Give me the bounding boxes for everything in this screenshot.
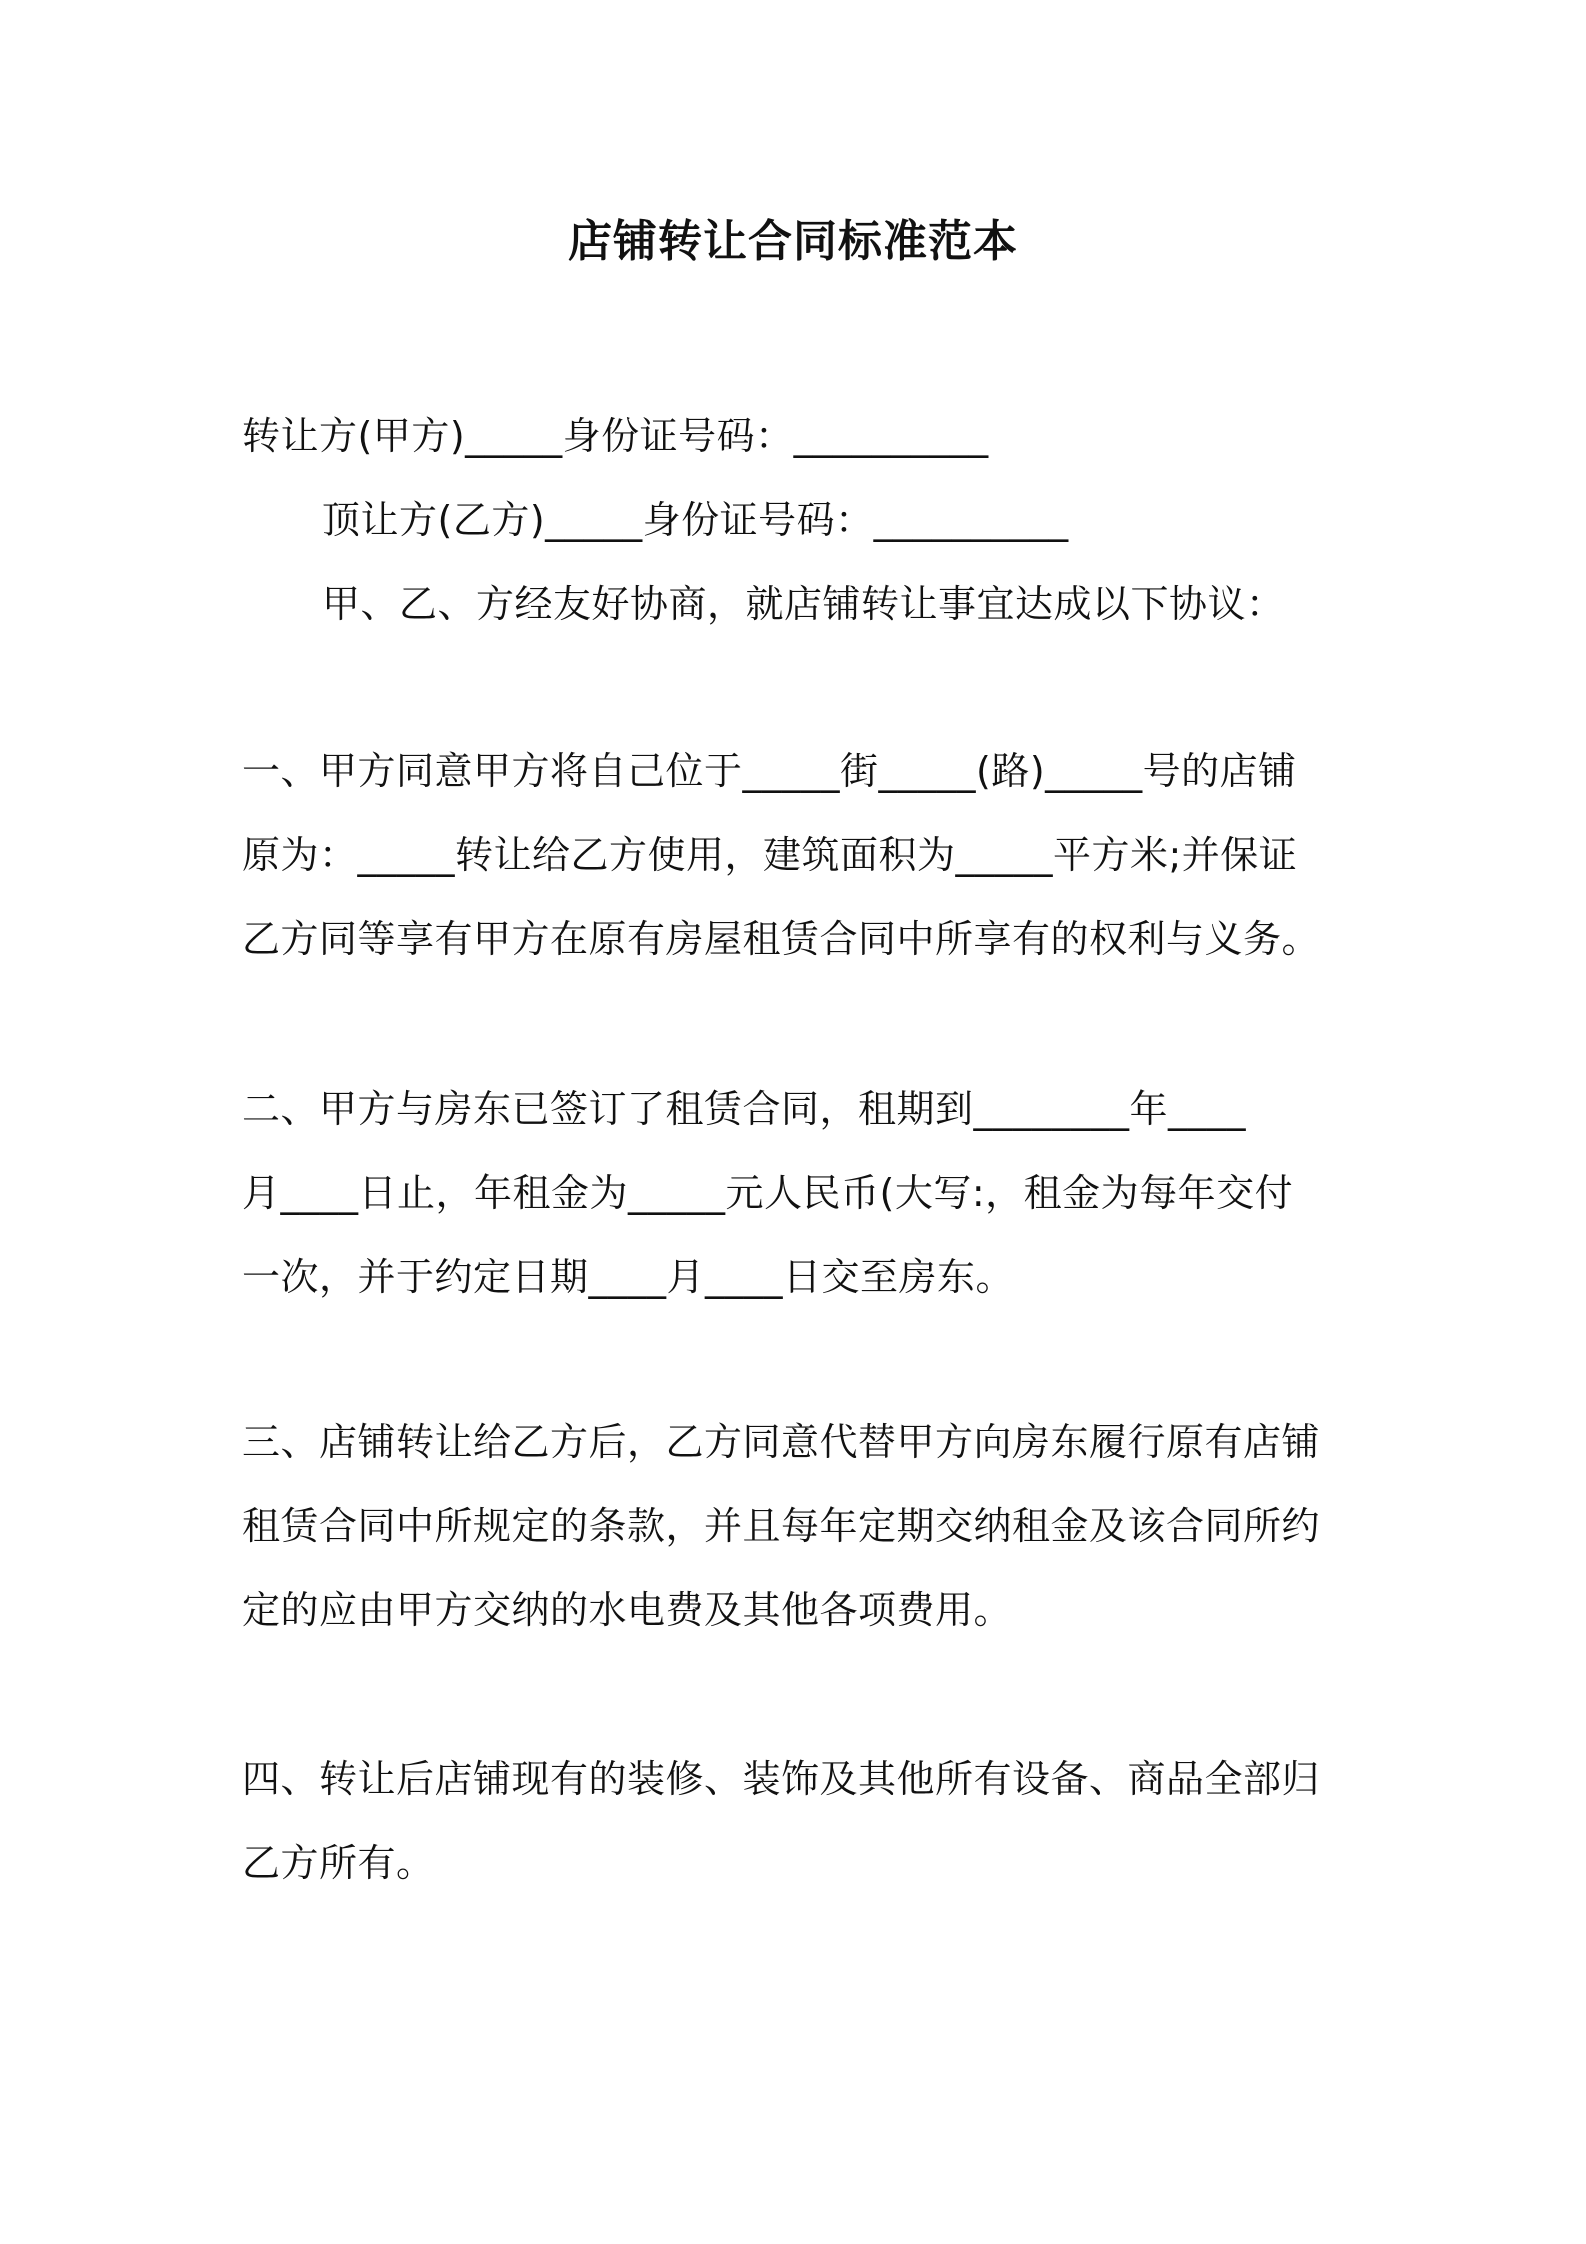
clause-line: 定的应由甲方交纳的水电费及其他各项费用。 xyxy=(242,1588,1013,1632)
clause-line: 四、转让后店铺现有的装修、装饰及其他所有设备、商品全部归 xyxy=(242,1757,1321,1801)
intro-line: 甲、乙、方经友好协商，就店铺转让事宜达成以下协议： xyxy=(322,582,1285,626)
clause-line: 二、甲方与房东已签订了租赁合同，租期到________年____ xyxy=(242,1087,1247,1131)
clause-line: 乙方同等享有甲方在原有房屋租赁合同中所享有的权利与义务。 xyxy=(242,917,1321,961)
clause-line: 一次，并于约定日期____月____日交至房东。 xyxy=(242,1255,1015,1299)
transferee-line: 顶让方(乙方)_____身份证号码：__________ xyxy=(322,498,1069,542)
clause-1 xyxy=(242,729,1354,981)
clause-2 xyxy=(242,1067,1354,1319)
clause-4 xyxy=(242,1737,1354,1905)
clause-line: 原为：_____转让给乙方使用，建筑面积为_____平方米;并保证 xyxy=(242,833,1298,877)
clause-line: 一、甲方同意甲方将自己位于_____街_____(路)_____号的店铺 xyxy=(242,749,1297,793)
clause-3 xyxy=(242,1400,1354,1652)
clause-line: 租赁合同中所规定的条款，并且每年定期交纳租金及该合同所约 xyxy=(242,1504,1321,1548)
document-title: 店铺转让合同标准范本 xyxy=(568,216,1018,267)
clause-line: 三、店铺转让给乙方后，乙方同意代替甲方向房东履行原有店铺 xyxy=(242,1420,1321,1464)
transferor-line: 转让方(甲方)_____身份证号码：__________ xyxy=(242,414,989,458)
clause-line: 乙方所有。 xyxy=(242,1841,435,1885)
clause-line: 月____日止，年租金为_____元人民币(大写:，租金为每年交付 xyxy=(242,1171,1294,1215)
